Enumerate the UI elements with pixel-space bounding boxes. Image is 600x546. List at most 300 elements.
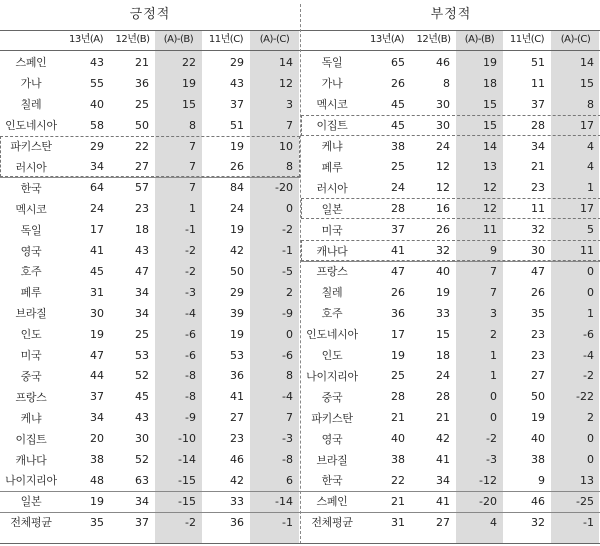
cell-y13: 17 bbox=[90, 223, 104, 237]
cell-country: 파키스탄 bbox=[10, 140, 52, 154]
cell-y13: 25 bbox=[391, 160, 405, 174]
cell-y12: 32 bbox=[436, 244, 450, 258]
cell-diff-ab: 14 bbox=[483, 139, 497, 153]
cell-y12: 24 bbox=[436, 139, 450, 153]
table-row bbox=[301, 52, 600, 73]
cell-y11: 39 bbox=[230, 306, 244, 320]
cell-country: 프랑스 bbox=[316, 265, 348, 279]
cell-diff-ab: -14 bbox=[178, 453, 196, 467]
cell-y11: 50 bbox=[230, 264, 244, 278]
cell-y13: 19 bbox=[90, 327, 104, 341]
header-y11: 11년(C) bbox=[208, 34, 244, 45]
cell-y13: 24 bbox=[90, 202, 104, 216]
cell-y11: 19 bbox=[230, 327, 244, 341]
cell-y11: 24 bbox=[230, 202, 244, 216]
cell-y13: 38 bbox=[90, 453, 104, 467]
cell-country: 호주 bbox=[20, 265, 42, 279]
cell-diff-ab: -2 bbox=[185, 264, 196, 278]
cell-y13: 21 bbox=[391, 411, 405, 425]
cell-diff-ab: -6 bbox=[185, 348, 196, 362]
positive-title: 긍정적 bbox=[129, 7, 171, 22]
cell-country: 칠레 bbox=[321, 286, 343, 300]
cell-y12: 42 bbox=[436, 432, 450, 446]
cell-diff-ac: -9 bbox=[282, 306, 293, 320]
cell-y11: 42 bbox=[230, 244, 244, 258]
cell-diff-ac: 4 bbox=[587, 139, 594, 153]
header-y13: 13년(A) bbox=[369, 34, 405, 45]
cell-y11: 23 bbox=[531, 181, 545, 195]
positive-header-row bbox=[0, 30, 300, 51]
negative-title: 부정적 bbox=[430, 7, 472, 22]
cell-y11: 41 bbox=[230, 390, 244, 404]
cell-y13: 36 bbox=[391, 306, 405, 320]
cell-diff-ab: 18 bbox=[483, 76, 497, 90]
table-row bbox=[0, 52, 300, 73]
cell-diff-ab: 15 bbox=[182, 97, 196, 111]
table-row bbox=[0, 366, 300, 387]
table-row bbox=[301, 366, 600, 387]
cell-y13: 19 bbox=[391, 348, 405, 362]
group-separator bbox=[301, 261, 600, 262]
header-diff-ab: (A)-(B) bbox=[464, 34, 495, 45]
cell-country: 페루 bbox=[321, 160, 343, 174]
cell-y12: 41 bbox=[436, 494, 450, 508]
cell-diff-ab: -2 bbox=[486, 432, 497, 446]
cell-y12: 43 bbox=[135, 244, 149, 258]
cell-y13: 37 bbox=[391, 223, 405, 237]
table-row bbox=[0, 407, 300, 428]
cell-diff-ab: -9 bbox=[185, 411, 196, 425]
header-y12: 12년(B) bbox=[115, 34, 150, 45]
cell-y11: 38 bbox=[531, 453, 545, 467]
cell-country: 가나 bbox=[20, 77, 42, 91]
cell-y11: 23 bbox=[531, 327, 545, 341]
cell-country: 프랑스 bbox=[15, 390, 47, 404]
cell-y11: 27 bbox=[531, 369, 545, 383]
cell-country: 이집트 bbox=[15, 432, 47, 446]
cell-y12: 34 bbox=[135, 285, 149, 299]
cell-y11: 29 bbox=[230, 285, 244, 299]
cell-diff-ac: 3 bbox=[286, 97, 293, 111]
table-row bbox=[0, 198, 300, 219]
cell-diff-ab: 12 bbox=[483, 202, 497, 216]
cell-diff-ac: -14 bbox=[275, 494, 293, 508]
cell-y13: 40 bbox=[90, 97, 104, 111]
cell-y11: 35 bbox=[531, 306, 545, 320]
cell-diff-ac: -20 bbox=[275, 181, 293, 195]
cell-diff-ab: 13 bbox=[483, 160, 497, 174]
average-row bbox=[301, 512, 600, 533]
cell-y11: 46 bbox=[230, 453, 244, 467]
cell-country: 영국 bbox=[321, 432, 343, 446]
group-separator bbox=[0, 512, 300, 513]
cell-y13: 22 bbox=[391, 473, 405, 487]
cell-y13: 35 bbox=[90, 515, 104, 529]
cell-y13: 41 bbox=[90, 244, 104, 258]
cell-country: 칠레 bbox=[20, 98, 42, 112]
cell-y11: 32 bbox=[531, 515, 545, 529]
cell-diff-ab: 0 bbox=[490, 411, 497, 425]
cell-y12: 21 bbox=[135, 55, 149, 69]
table-row bbox=[0, 94, 300, 115]
cell-y12: 57 bbox=[135, 181, 149, 195]
cell-country: 인도 bbox=[321, 349, 343, 363]
cell-y13: 41 bbox=[391, 244, 405, 258]
cell-diff-ac: 11 bbox=[580, 244, 594, 258]
cell-y11: 11 bbox=[531, 76, 545, 90]
cell-y12: 53 bbox=[135, 348, 149, 362]
cell-country: 이집트 bbox=[316, 119, 348, 133]
cell-diff-ac: 1 bbox=[587, 306, 594, 320]
table-row bbox=[0, 324, 300, 345]
cell-y11: 50 bbox=[531, 390, 545, 404]
cell-y11: 23 bbox=[531, 348, 545, 362]
cell-y12: 50 bbox=[135, 118, 149, 132]
table-row bbox=[301, 73, 600, 94]
cell-y11: 9 bbox=[538, 473, 545, 487]
cell-country: 호주 bbox=[321, 307, 343, 321]
cell-diff-ab: -15 bbox=[178, 473, 196, 487]
cell-country: 멕시코 bbox=[316, 98, 348, 112]
cell-country: 일본 bbox=[321, 202, 343, 216]
cell-y13: 25 bbox=[391, 369, 405, 383]
cell-y11: 46 bbox=[531, 494, 545, 508]
cell-country: 중국 bbox=[20, 369, 42, 383]
cell-y11: 19 bbox=[531, 411, 545, 425]
table-row bbox=[0, 136, 300, 157]
cell-y12: 52 bbox=[135, 369, 149, 383]
header-diff-ab: (A)-(B) bbox=[163, 34, 194, 45]
table-row bbox=[301, 282, 600, 303]
cell-diff-ac: 14 bbox=[279, 55, 293, 69]
cell-diff-ab: 1 bbox=[189, 202, 196, 216]
cell-y13: 17 bbox=[391, 327, 405, 341]
cell-y13: 30 bbox=[90, 306, 104, 320]
cell-y12: 12 bbox=[436, 160, 450, 174]
cell-country: 한국 bbox=[20, 181, 42, 195]
cell-y13: 28 bbox=[391, 390, 405, 404]
cell-y11: 26 bbox=[531, 285, 545, 299]
table-row bbox=[0, 115, 300, 136]
cell-diff-ac: 0 bbox=[286, 327, 293, 341]
cell-y13: 48 bbox=[90, 473, 104, 487]
cell-y11: 42 bbox=[230, 473, 244, 487]
header-diff-ac: (A)-(C) bbox=[560, 34, 591, 45]
cell-country: 미국 bbox=[321, 223, 343, 237]
cell-diff-ac: -4 bbox=[282, 390, 293, 404]
cell-y12: 25 bbox=[135, 327, 149, 341]
cell-diff-ab: 19 bbox=[182, 76, 196, 90]
cell-y11: 26 bbox=[230, 160, 244, 174]
cell-diff-ac: 0 bbox=[587, 453, 594, 467]
cell-country: 일본 bbox=[20, 495, 42, 509]
cell-diff-ab: 3 bbox=[490, 306, 497, 320]
cell-diff-ac: -8 bbox=[282, 453, 293, 467]
cell-y11: 36 bbox=[230, 515, 244, 529]
cell-y11: 43 bbox=[230, 76, 244, 90]
bottom-rule bbox=[0, 543, 600, 544]
table-row bbox=[301, 157, 600, 178]
cell-y12: 30 bbox=[135, 432, 149, 446]
cell-y12: 8 bbox=[443, 76, 450, 90]
group-separator bbox=[0, 177, 300, 178]
table-row bbox=[0, 177, 300, 198]
table-row bbox=[301, 94, 600, 115]
cell-diff-ab: 11 bbox=[483, 223, 497, 237]
header-y12: 12년(B) bbox=[416, 34, 451, 45]
cell-diff-ab: 7 bbox=[189, 181, 196, 195]
cell-country: 중국 bbox=[321, 390, 343, 404]
cell-country: 스페인 bbox=[316, 495, 348, 509]
cell-diff-ac: 13 bbox=[580, 473, 594, 487]
cell-diff-ac: -3 bbox=[282, 432, 293, 446]
cell-diff-ab: -20 bbox=[479, 494, 497, 508]
cell-y12: 34 bbox=[135, 494, 149, 508]
cell-country: 러시아 bbox=[316, 181, 348, 195]
cell-y13: 28 bbox=[391, 202, 405, 216]
cell-diff-ab: 12 bbox=[483, 181, 497, 195]
cell-y12: 34 bbox=[436, 473, 450, 487]
cell-diff-ac: 5 bbox=[587, 223, 594, 237]
table-row bbox=[301, 324, 600, 345]
table-row bbox=[0, 428, 300, 449]
cell-y11: 37 bbox=[230, 97, 244, 111]
cell-y11: 51 bbox=[230, 118, 244, 132]
cell-diff-ac: -25 bbox=[576, 494, 594, 508]
cell-y13: 55 bbox=[90, 76, 104, 90]
cell-y12: 18 bbox=[436, 348, 450, 362]
cell-y13: 65 bbox=[391, 55, 405, 69]
cell-country: 미국 bbox=[20, 349, 42, 363]
table-row bbox=[301, 449, 600, 470]
table-row bbox=[0, 491, 300, 512]
header-y11: 11년(C) bbox=[509, 34, 545, 45]
table-row bbox=[301, 428, 600, 449]
cell-y13: 37 bbox=[90, 390, 104, 404]
cell-diff-ab: 15 bbox=[483, 97, 497, 111]
cell-y12: 28 bbox=[436, 390, 450, 404]
cell-y12: 63 bbox=[135, 473, 149, 487]
cell-diff-ab: -2 bbox=[185, 515, 196, 529]
cell-y11: 19 bbox=[230, 139, 244, 153]
cell-y11: 36 bbox=[230, 369, 244, 383]
cell-diff-ab: 9 bbox=[490, 244, 497, 258]
cell-country: 인도 bbox=[20, 328, 42, 342]
cell-y11: 53 bbox=[230, 348, 244, 362]
cell-y11: 30 bbox=[531, 244, 545, 258]
cell-diff-ab: -8 bbox=[185, 369, 196, 383]
cell-diff-ab: 7 bbox=[490, 285, 497, 299]
header-country bbox=[301, 30, 363, 50]
cell-diff-ab: 7 bbox=[189, 139, 196, 153]
cell-diff-ab: -12 bbox=[479, 473, 497, 487]
cell-diff-ab: -3 bbox=[486, 453, 497, 467]
cell-diff-ab: 19 bbox=[483, 55, 497, 69]
cell-y13: 43 bbox=[90, 55, 104, 69]
cell-y12: 26 bbox=[436, 223, 450, 237]
cell-y13: 26 bbox=[391, 285, 405, 299]
cell-y13: 40 bbox=[391, 432, 405, 446]
cell-y13: 20 bbox=[90, 432, 104, 446]
table-row bbox=[0, 261, 300, 282]
header-diff-ac: (A)-(C) bbox=[259, 34, 290, 45]
cell-diff-ac: 2 bbox=[587, 411, 594, 425]
cell-y12: 40 bbox=[436, 264, 450, 278]
cell-y12: 25 bbox=[135, 97, 149, 111]
cell-country: 스페인 bbox=[15, 56, 47, 70]
cell-y13: 21 bbox=[391, 494, 405, 508]
negative-header-row bbox=[301, 30, 600, 51]
cell-diff-ac: -5 bbox=[282, 264, 293, 278]
cell-y12: 19 bbox=[436, 285, 450, 299]
cell-country: 멕시코 bbox=[15, 202, 47, 216]
cell-country: 페루 bbox=[20, 286, 42, 300]
cell-country: 러시아 bbox=[15, 160, 47, 174]
table-row bbox=[301, 491, 600, 512]
cell-y12: 33 bbox=[436, 306, 450, 320]
cell-diff-ab: 15 bbox=[483, 118, 497, 132]
cell-y13: 45 bbox=[391, 118, 405, 132]
cell-diff-ac: 17 bbox=[580, 202, 594, 216]
cell-y12: 52 bbox=[135, 453, 149, 467]
cell-y13: 34 bbox=[90, 160, 104, 174]
cell-y13: 38 bbox=[391, 139, 405, 153]
table-row bbox=[301, 115, 600, 136]
negative-panel bbox=[301, 0, 600, 546]
table-row bbox=[301, 407, 600, 428]
cell-y13: 19 bbox=[90, 494, 104, 508]
cell-diff-ab: -6 bbox=[185, 327, 196, 341]
table-row bbox=[0, 240, 300, 261]
cell-y13: 58 bbox=[90, 118, 104, 132]
cell-y12: 41 bbox=[436, 453, 450, 467]
cell-diff-ab: -2 bbox=[185, 244, 196, 258]
cell-y12: 27 bbox=[135, 160, 149, 174]
cell-y12: 30 bbox=[436, 97, 450, 111]
cell-diff-ac: -2 bbox=[282, 223, 293, 237]
table-row bbox=[0, 219, 300, 240]
cell-y13: 34 bbox=[90, 411, 104, 425]
cell-country: 독일 bbox=[20, 223, 42, 237]
cell-y12: 47 bbox=[135, 264, 149, 278]
cell-y12: 21 bbox=[436, 411, 450, 425]
cell-y11: 32 bbox=[531, 223, 545, 237]
cell-y11: 34 bbox=[531, 139, 545, 153]
cell-y13: 24 bbox=[391, 181, 405, 195]
cell-diff-ac: 0 bbox=[587, 285, 594, 299]
group-separator bbox=[0, 491, 300, 492]
table-row bbox=[0, 73, 300, 94]
cell-y12: 12 bbox=[436, 181, 450, 195]
cell-diff-ac: 4 bbox=[587, 160, 594, 174]
cell-diff-ac: -6 bbox=[583, 327, 594, 341]
cell-y11: 11 bbox=[531, 202, 545, 216]
cell-y12: 18 bbox=[135, 223, 149, 237]
table-row bbox=[301, 177, 600, 198]
cell-y12: 22 bbox=[135, 139, 149, 153]
cell-y12: 46 bbox=[436, 55, 450, 69]
cell-diff-ab: 0 bbox=[490, 390, 497, 404]
cell-y11: 21 bbox=[531, 160, 545, 174]
cell-y12: 23 bbox=[135, 202, 149, 216]
cell-diff-ac: 15 bbox=[580, 76, 594, 90]
cell-diff-ab: 1 bbox=[490, 369, 497, 383]
cell-country: 케냐 bbox=[20, 411, 42, 425]
table-row bbox=[0, 345, 300, 366]
cell-y11: 51 bbox=[531, 55, 545, 69]
cell-diff-ab: -8 bbox=[185, 390, 196, 404]
cell-y11: 23 bbox=[230, 432, 244, 446]
cell-diff-ab: 7 bbox=[490, 264, 497, 278]
table-row bbox=[0, 386, 300, 407]
cell-y13: 31 bbox=[90, 285, 104, 299]
cell-country: 캐나다 bbox=[316, 244, 348, 258]
cell-diff-ac: -2 bbox=[583, 369, 594, 383]
cell-country: 나이지리아 bbox=[5, 474, 57, 488]
cell-y12: 15 bbox=[436, 327, 450, 341]
cell-y13: 47 bbox=[90, 348, 104, 362]
cell-diff-ac: 8 bbox=[587, 97, 594, 111]
cell-diff-ab: -1 bbox=[185, 223, 196, 237]
table-row bbox=[0, 282, 300, 303]
table-row bbox=[0, 157, 300, 178]
cell-y11: 27 bbox=[230, 411, 244, 425]
average-row bbox=[0, 512, 300, 533]
table-row bbox=[301, 303, 600, 324]
cell-diff-ac: 17 bbox=[580, 118, 594, 132]
cell-country: 인도네시아 bbox=[306, 328, 358, 342]
cell-country: 전체평균 bbox=[311, 516, 353, 530]
cell-y12: 34 bbox=[135, 306, 149, 320]
cell-y12: 37 bbox=[135, 515, 149, 529]
cell-diff-ab: 1 bbox=[490, 348, 497, 362]
cell-diff-ac: 6 bbox=[286, 473, 293, 487]
cell-y13: 47 bbox=[391, 264, 405, 278]
cell-country: 캐나다 bbox=[15, 453, 47, 467]
cell-y11: 40 bbox=[531, 432, 545, 446]
cell-diff-ac: -4 bbox=[583, 348, 594, 362]
table-row bbox=[0, 303, 300, 324]
cell-diff-ab: -10 bbox=[178, 432, 196, 446]
cell-y12: 36 bbox=[135, 76, 149, 90]
cell-y11: 28 bbox=[531, 118, 545, 132]
cell-y13: 31 bbox=[391, 515, 405, 529]
cell-diff-ac: 7 bbox=[286, 118, 293, 132]
cell-y11: 29 bbox=[230, 55, 244, 69]
cell-country: 한국 bbox=[321, 474, 343, 488]
cell-y12: 43 bbox=[135, 411, 149, 425]
table-row bbox=[301, 136, 600, 157]
cell-diff-ac: 0 bbox=[587, 264, 594, 278]
cell-diff-ac: 8 bbox=[286, 369, 293, 383]
header-country bbox=[0, 30, 62, 50]
cell-y13: 45 bbox=[391, 97, 405, 111]
cell-y13: 38 bbox=[391, 453, 405, 467]
cell-diff-ac: 0 bbox=[286, 202, 293, 216]
cell-country: 독일 bbox=[321, 56, 343, 70]
cell-diff-ac: 1 bbox=[587, 181, 594, 195]
table-row bbox=[301, 261, 600, 282]
cell-diff-ac: 14 bbox=[580, 55, 594, 69]
cell-y12: 30 bbox=[436, 118, 450, 132]
cell-country: 인도네시아 bbox=[5, 119, 57, 133]
cell-diff-ac: 2 bbox=[286, 285, 293, 299]
cell-diff-ab: 8 bbox=[189, 118, 196, 132]
cell-country: 영국 bbox=[20, 244, 42, 258]
cell-diff-ac: -1 bbox=[282, 515, 293, 529]
cell-y11: 19 bbox=[230, 223, 244, 237]
cell-diff-ac: 8 bbox=[286, 160, 293, 174]
